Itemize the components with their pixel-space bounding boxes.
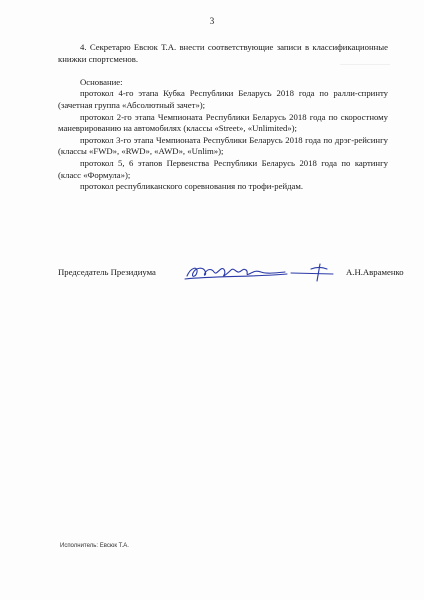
signatory-name: А.Н.Авраменко [346, 267, 404, 277]
basis-item: протокол 4-го этапа Кубка Республики Беларусь 2018 года по ралли-спринту (зачетная группа «Абсолютный зачет»); [58, 88, 388, 110]
item-4-paragraph: 4. Секретарю Евсюк Т.А. внести соответствующие записи в классификационные книжки спортсменов. [58, 42, 388, 64]
handwritten-signature [183, 261, 345, 283]
basis-item: протокол 5, 6 этапов Первенства Республики Беларусь 2018 года по картингу (класс «Формула»); [58, 157, 388, 180]
basis-item: протокол 3-го этапа Чемпионата Республики Беларусь 2018 года по дрэг-рейсингу (классы «FWD», «RWD», «AWD», «Unlim»); [58, 134, 388, 157]
executor-note: Исполнитель: Евсюк Т.А. [60, 543, 129, 549]
basis-item: протокол 2-го этапа Чемпионата Республики Беларусь 2018 года по скоростному маневрированию на автомобилях (классы «Street», «Unlimited»); [58, 111, 388, 134]
basis-item: протокол республиканского соревнования по трофи-рейдам. [80, 181, 304, 192]
page-number: 3 [209, 16, 215, 26]
document-body [58, 42, 388, 193]
signature-block [58, 261, 404, 285]
basis-heading: Основание: [80, 76, 123, 87]
signatory-title: Председатель Президиума [58, 267, 156, 277]
